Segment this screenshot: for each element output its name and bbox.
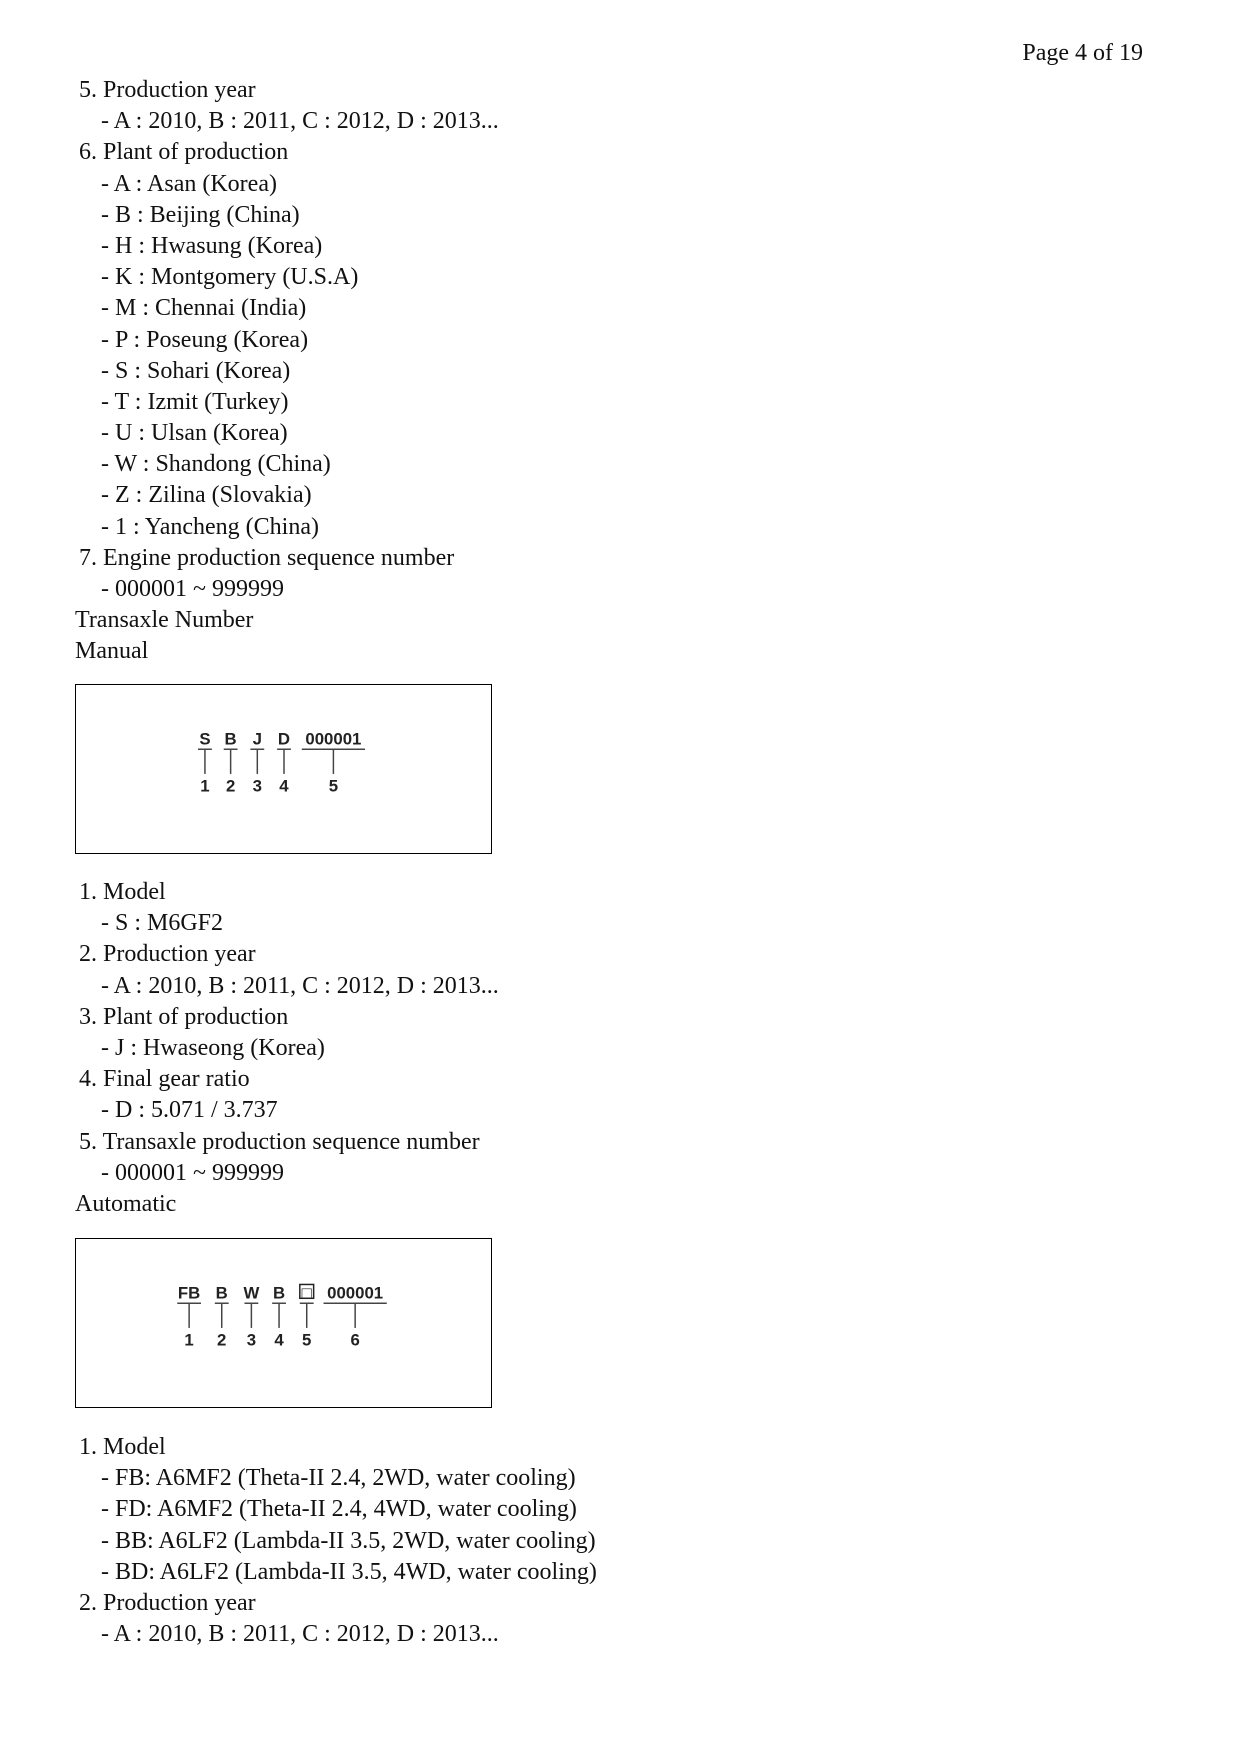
- list-item: 7. Engine production sequence number: [79, 544, 455, 571]
- list-item: 1. Model: [79, 879, 166, 905]
- position-number: 5: [302, 1330, 312, 1350]
- position-number: 2: [217, 1330, 227, 1350]
- position-number: 2: [225, 776, 236, 796]
- position-number: 1: [184, 1330, 194, 1350]
- code-char: □: [301, 1283, 312, 1303]
- automatic-code-svg: [76, 1239, 491, 1407]
- code-char: FB: [177, 1283, 201, 1303]
- position-number: 4: [274, 1330, 284, 1350]
- code-char: B: [215, 1283, 228, 1303]
- list-subitem: - T : Izmit (Turkey): [101, 388, 289, 415]
- list-subitem: - BB: A6LF2 (Lambda-II 3.5, 2WD, water cooling): [101, 1527, 596, 1554]
- section-heading: Transaxle Number: [75, 607, 254, 634]
- list-subitem: - P : Poseung (Korea): [101, 326, 309, 353]
- list-subitem: - D : 5.071 / 3.737: [101, 1097, 278, 1124]
- list-subitem: - 000001 ~ 999999: [101, 1159, 284, 1186]
- list-subitem: - FB: A6MF2 (Theta-II 2.4, 2WD, water cooling): [101, 1465, 576, 1492]
- list-subitem: - K : Montgomery (U.S.A): [101, 264, 359, 291]
- section-heading: Manual: [75, 638, 149, 665]
- engine-number-legend: [75, 75, 499, 668]
- code-char: W: [243, 1283, 260, 1303]
- manual-code-svg: [76, 685, 491, 853]
- list-subitem: - S : M6GF2: [101, 910, 224, 937]
- code-char: D: [277, 729, 291, 749]
- page-number: Page 4 of 19: [1022, 40, 1143, 66]
- list-subitem: - S : Sohari (Korea): [101, 357, 291, 384]
- automatic-transaxle-legend: [75, 1432, 597, 1650]
- list-subitem: - 1 : Yancheng (China): [101, 513, 319, 540]
- position-number: 6: [350, 1330, 360, 1350]
- position-number: 5: [328, 776, 339, 796]
- list-item: 1. Model: [79, 1434, 166, 1460]
- list-subitem: - Z : Zilina (Slovakia): [101, 482, 312, 509]
- code-char: B: [272, 1283, 286, 1303]
- list-subitem: - 000001 ~ 999999: [101, 576, 284, 602]
- position-number: 1: [200, 776, 210, 796]
- serial-number-code: 000001: [305, 729, 362, 749]
- list-item: 5. Production year: [79, 77, 256, 103]
- list-subitem: - B : Beijing (China): [101, 201, 300, 228]
- list-item: 6. Plant of production: [79, 139, 289, 166]
- position-number: 3: [246, 1330, 257, 1350]
- list-subitem: - H : Hwasung (Korea): [101, 232, 323, 259]
- list-subitem: - FD: A6MF2 (Theta-II 2.4, 4WD, water cooling): [101, 1496, 577, 1523]
- list-subitem: - A : Asan (Korea): [101, 170, 277, 197]
- list-subitem: - BD: A6LF2 (Lambda-II 3.5, 4WD, water cooling): [101, 1558, 597, 1585]
- code-char: S: [199, 729, 211, 749]
- list-item: 2. Production year: [79, 1589, 256, 1616]
- manual-transaxle-legend: [75, 877, 499, 1220]
- list-subitem: - J : Hwaseong (Korea): [101, 1034, 325, 1061]
- position-number: 4: [279, 776, 289, 796]
- position-number: 3: [252, 776, 262, 796]
- list-item: 2. Production year: [79, 941, 256, 968]
- automatic-transaxle-number-diagram: [75, 1238, 492, 1408]
- list-subitem: - U : Ulsan (Korea): [101, 420, 288, 447]
- list-subitem: - W : Shandong (China): [101, 451, 331, 478]
- serial-number-code: 000001: [327, 1283, 384, 1303]
- list-item: 3. Plant of production: [79, 1003, 289, 1030]
- code-char: J: [252, 729, 262, 749]
- list-item: 5. Transaxle production sequence number: [79, 1128, 480, 1155]
- list-subitem: - M : Chennai (India): [101, 295, 307, 322]
- list-subitem: - A : 2010, B : 2011, C : 2012, D : 2013...: [101, 108, 499, 135]
- list-subitem: - A : 2010, B : 2011, C : 2012, D : 2013...: [101, 1621, 499, 1648]
- manual-transaxle-number-diagram: [75, 684, 492, 854]
- code-char: B: [224, 729, 237, 749]
- list-item: 4. Final gear ratio: [79, 1066, 250, 1093]
- section-heading: Automatic: [75, 1190, 177, 1217]
- list-subitem: - A : 2010, B : 2011, C : 2012, D : 2013...: [101, 972, 499, 999]
